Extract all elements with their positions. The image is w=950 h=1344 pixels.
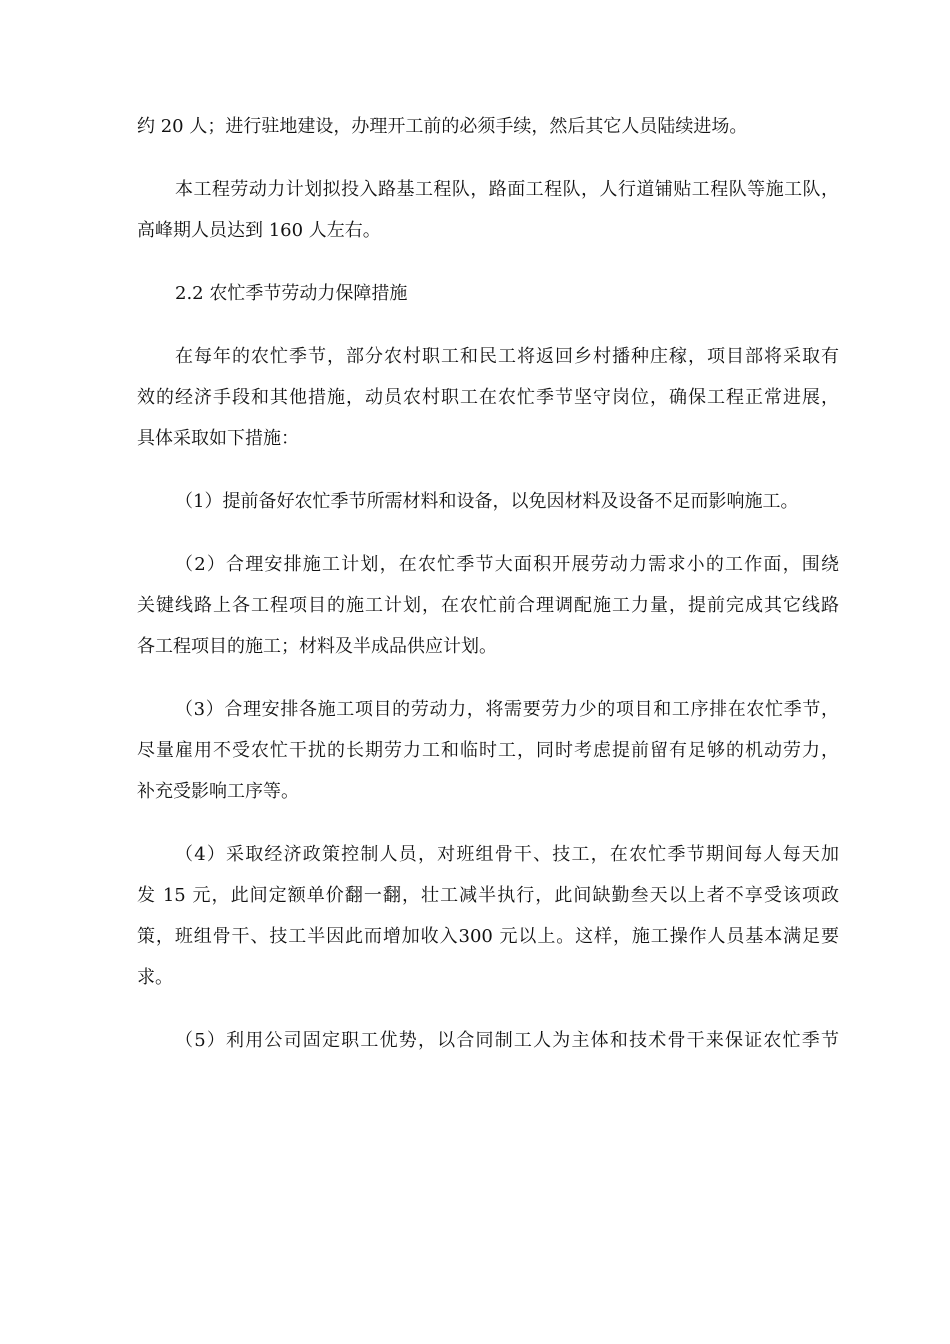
text-line: 在每年的农忙季节，部分农村职工和民工将返回乡村播种庄稼，项目部将采取有 bbox=[175, 346, 839, 367]
text-line: 高峰期人员达到 160 人左右。 bbox=[137, 220, 381, 241]
text-line: 本工程劳动力计划拟投入路基工程队，路面工程队，人行道铺贴工程队等施工队， bbox=[175, 179, 839, 200]
text-line: （1）提前备好农忙季节所需材料和设备，以免因材料及设备不足而影响施工。 bbox=[175, 491, 799, 512]
measure-item-3 bbox=[137, 689, 839, 812]
text-line: 约 20 人；进行驻地建设，办理开工前的必须手续，然后其它人员陆续进场。 bbox=[137, 116, 748, 137]
text-line: （3）合理安排各施工项目的劳动力，将需要劳力少的项目和工序排在农忙季节， bbox=[175, 699, 839, 720]
measure-item-4 bbox=[137, 834, 839, 998]
paragraph-busy-season bbox=[137, 336, 839, 459]
text-line: 关键线路上各工程项目的施工计划，在农忙前合理调配施工力量，提前完成其它线路 bbox=[137, 595, 839, 616]
text-line: （2）合理安排施工计划，在农忙季节大面积开展劳动力需求小的工作面，围绕 bbox=[175, 554, 839, 575]
paragraph-continuation bbox=[137, 106, 839, 147]
text-line: 策，班组骨干、技工半因此而增加收入300 元以上。这样，施工操作人员基本满足要 bbox=[137, 926, 839, 947]
text-line: 各工程项目的施工；材料及半成品供应计划。 bbox=[137, 636, 497, 657]
text-line: 效的经济手段和其他措施，动员农村职工在农忙季节坚守岗位，确保工程正常进展， bbox=[137, 387, 839, 408]
measure-item-5 bbox=[137, 1020, 839, 1061]
paragraph-labor-plan bbox=[137, 169, 839, 251]
document-body bbox=[137, 106, 839, 1061]
text-line: （5）利用公司固定职工优势，以合同制工人为主体和技术骨干来保证农忙季节 bbox=[175, 1030, 839, 1051]
text-line: （4）采取经济政策控制人员，对班组骨干、技工，在农忙季节期间每人每天加 bbox=[175, 844, 839, 865]
measure-item-2 bbox=[137, 544, 839, 667]
text-line: 具体采取如下措施： bbox=[137, 428, 299, 449]
text-line: 尽量雇用不受农忙干扰的长期劳力工和临时工，同时考虑提前留有足够的机动劳力， bbox=[137, 740, 839, 761]
section-heading: 2.2 农忙季节劳动力保障措施 bbox=[175, 283, 408, 304]
text-line: 发 15 元，此间定额单价翻一翻，壮工减半执行，此间缺勤叁天以上者不享受该项政 bbox=[137, 885, 839, 906]
text-line: 求。 bbox=[137, 967, 173, 988]
measure-item-1 bbox=[137, 481, 839, 522]
text-line: 补充受影响工序等。 bbox=[137, 781, 299, 802]
